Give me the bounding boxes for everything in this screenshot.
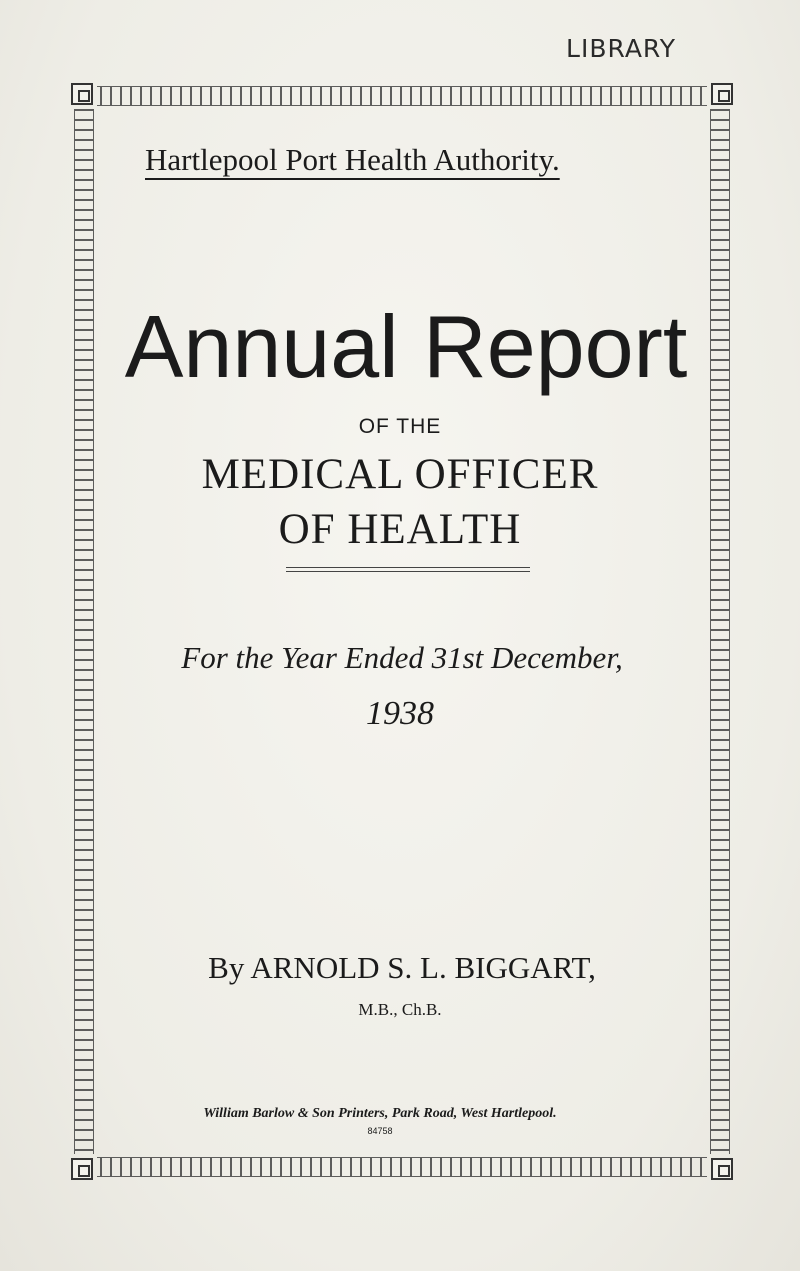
print-code: 84758 <box>367 1126 393 1136</box>
author-degrees: M.B., Ch.B. <box>358 1000 442 1019</box>
report-year: 1938 <box>366 695 434 732</box>
printer-imprint: William Barlow & Son Printers, Park Road, West Hartlepool. <box>203 1106 557 1121</box>
border-corner-ornament <box>71 1158 93 1180</box>
authority-heading: Hartlepool Port Health Authority. <box>145 142 560 177</box>
officer-title-line2: OF HEALTH <box>278 506 522 553</box>
divider-rule <box>286 571 530 572</box>
report-period: For the Year Ended 31st December, <box>181 640 623 675</box>
report-title: Annual Report <box>124 297 688 396</box>
of-the-line: OF THE <box>358 415 442 438</box>
border-corner-ornament <box>71 83 93 105</box>
officer-title-line1: MEDICAL OFFICER <box>201 451 599 498</box>
border-band-top <box>97 86 707 106</box>
border-band-bottom <box>97 1157 707 1177</box>
border-band-left <box>74 109 94 1154</box>
divider-rule <box>286 567 530 568</box>
library-stamp: LIBRARY <box>566 34 676 63</box>
border-corner-ornament <box>711 83 733 105</box>
border-corner-ornament <box>711 1158 733 1180</box>
border-band-right <box>710 109 730 1154</box>
author-line: By ARNOLD S. L. BIGGART, <box>208 950 596 985</box>
